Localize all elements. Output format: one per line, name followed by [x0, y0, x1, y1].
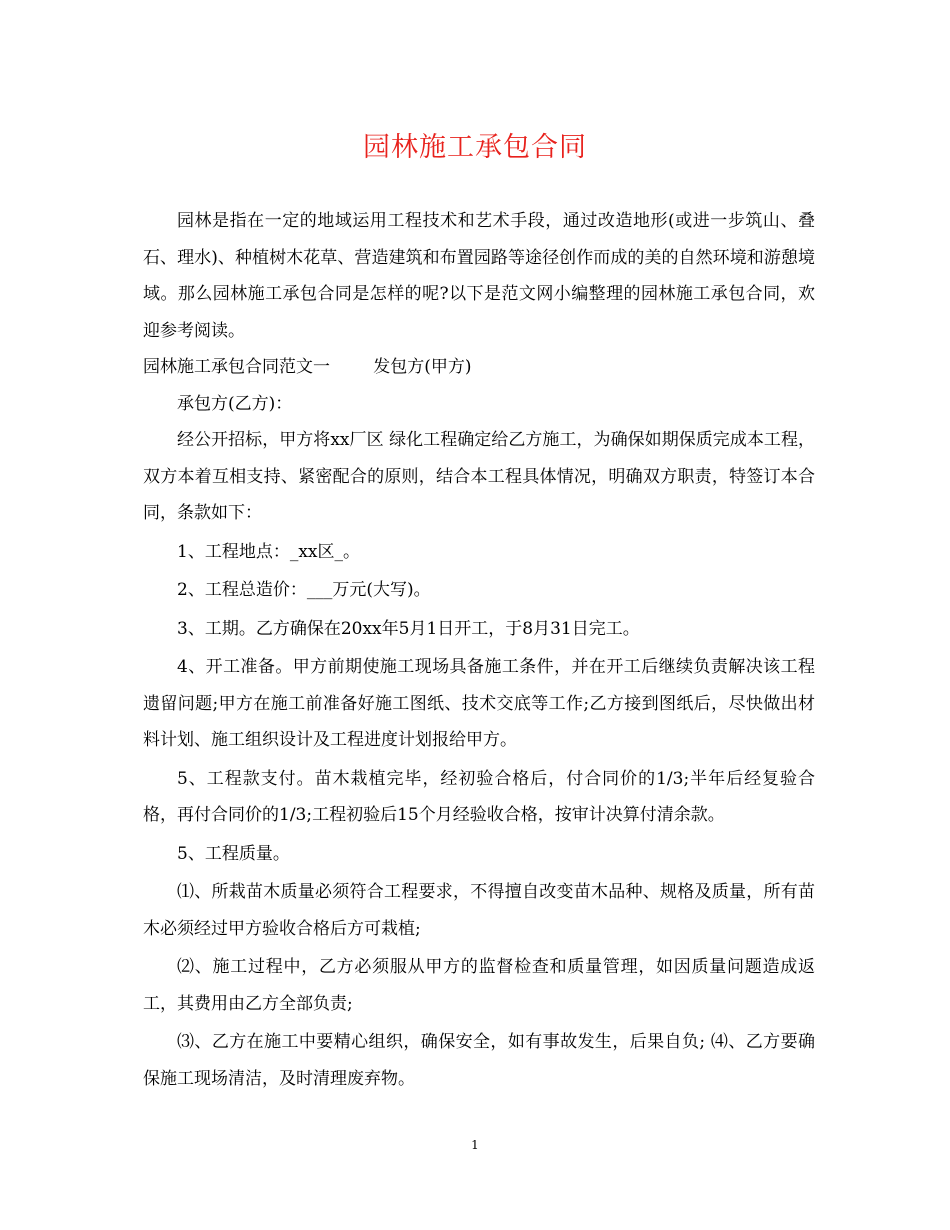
document-title: 园林施工承包合同 — [363, 132, 587, 163]
quality-item-2: ⑵、施工过程中，乙方必须服从甲方的监督检查和质量管理，如因质量问题造成返工，其费用由乙方全部负责; — [143, 957, 815, 1014]
party-a-label: 发包方(甲方) — [373, 357, 472, 377]
document-body — [143, 203, 815, 1097]
intro-paragraph: 园林是指在一定的地域运用工程技术和艺术手段，通过改造地形(或进一步筑山、叠石、理水)、种植树木花草、营造建筑和布置园路等途径创作而成的美的自然环境和游憩境域。那么园林施工承包合同是怎样的呢?以下是范文网小编整理的园林施工承包合同，欢迎参考阅读。 — [143, 211, 815, 341]
party-b-label: 承包方(乙方)： — [177, 393, 293, 414]
quality-item-1: ⑴、所栽苗木质量必须符合工程要求，不得擅自改变苗木品种、规格及质量，所有苗木必须经过甲方验收合格后方可栽植; — [143, 882, 815, 939]
clause-3: 3、工期。乙方确保在20xx年5月1日开工，于8月31日完工。 — [177, 618, 640, 639]
clause-5-quality: 5、工程质量。 — [177, 843, 290, 864]
clause-2: 2、工程总造价：___万元(大写)。 — [177, 580, 431, 600]
clause-1: 1、工程地点：_xx区_。 — [177, 541, 360, 562]
sample-heading: 园林施工承包合同范文一 — [143, 357, 330, 377]
sample-heading-line — [143, 349, 815, 386]
quality-item-3-4: ⑶、乙方在施工中要精心组织，确保安全，如有事故发生，后果自负; ⑷、乙方要确保施工现场清洁，及时清理废弃物。 — [143, 1032, 815, 1089]
clause-4: 4、开工准备。甲方前期使施工现场具备施工条件，并在开工后继续负责解决该工程遗留问题;甲方在施工前准备好施工图纸、技术交底等工作;乙方接到图纸后，尽快做出材料计划、施工组织设计及工程进度计划报给甲方。 — [143, 657, 815, 750]
preamble-paragraph: 经公开招标，甲方将xx厂区 绿化工程确定给乙方施工，为确保如期保质完成本工程，双方本着互相支持、紧密配合的原则，结合本工程具体情况，明确双方职责，特签订本合同，条款如下： — [143, 430, 815, 523]
clause-5-payment: 5、工程款支付。苗木栽植完毕，经初验合格后，付合同价的1/3;半年后经复验合格，再付合同价的1/3;工程初验后15个月经验收合格，按审计决算付清余款。 — [143, 768, 815, 825]
page-number: 1 — [471, 1138, 479, 1152]
